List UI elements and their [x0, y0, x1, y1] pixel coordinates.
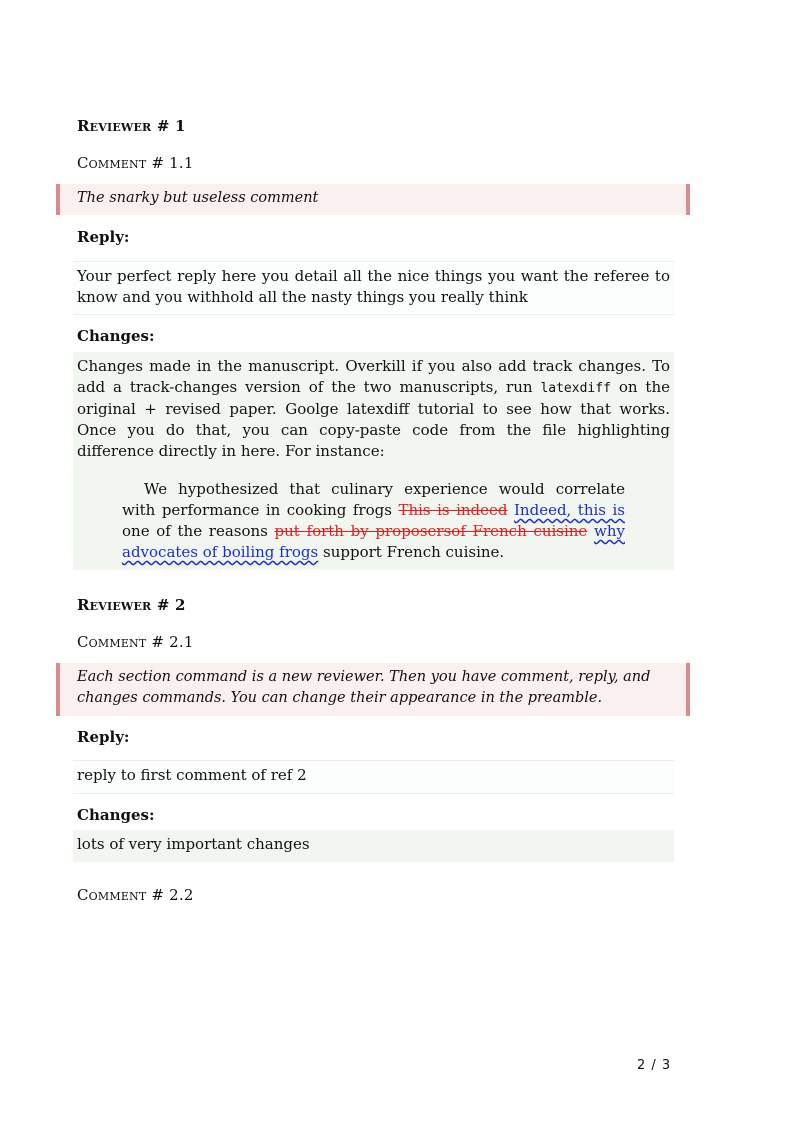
reply-1-1-text: Your perfect reply here you detail all the nice things you want the referee to know and you withhold all the nasty things you really think [77, 267, 670, 306]
reply-2-1-label: Reply: [77, 728, 130, 746]
reply-1-1-box [73, 261, 674, 315]
quote-inserted-1: Indeed, this is [514, 501, 625, 519]
quote-text-1: We hypothesized that culinary experience would correlate with performance in cooking frogs [122, 480, 625, 519]
comment-bar-right [686, 184, 690, 215]
quote-text-3: support French cuisine. [323, 543, 505, 561]
comment-bar-left [56, 184, 60, 215]
tracked-changes-quote [122, 479, 625, 563]
changes-2-1-text: lots of very important changes [77, 835, 310, 853]
reviewer-1-heading: Reviewer # 1 [77, 117, 186, 135]
comment-2-1-text: Each section command is a new reviewer. Then you have comment, reply, and changes commands. You can change their appearance in the preamble. [77, 669, 651, 706]
page-number: 2 / 3 [637, 1058, 672, 1073]
changes-1-1-code: latexdiff [540, 381, 611, 396]
quote-deleted-1: This is indeed [398, 501, 508, 519]
comment-bar-right [686, 663, 690, 716]
comment-1-1-text: The snarky but useless comment [77, 190, 319, 206]
comment-bar-left [56, 663, 60, 716]
reviewer-2-heading: Reviewer # 2 [77, 596, 186, 614]
quote-text-2: one of the reasons [122, 522, 268, 540]
changes-1-1-text-b: on the original + revised paper. Goolge latexdiff tutorial to see how that works. Once you do that, you can copy-paste code from the file highlighting difference directly in here. For instance: [77, 378, 670, 460]
comment-2-1-box [56, 663, 690, 716]
comment-2-1-heading: Comment # 2.1 [77, 633, 194, 651]
comment-1-1-heading: Comment # 1.1 [77, 154, 194, 172]
changes-1-1-label: Changes: [77, 327, 155, 345]
reply-1-1-label: Reply: [77, 228, 130, 246]
quote-inserted-2: why advocates of boiling frogs [122, 522, 625, 561]
reply-2-1-text: reply to first comment of ref 2 [77, 766, 307, 784]
comment-1-1-box [56, 184, 690, 215]
changes-2-1-box [73, 830, 674, 862]
quote-deleted-2: put forth by proposersof French cuisine [274, 522, 588, 540]
reply-2-1-box [73, 760, 674, 794]
changes-1-1-text-a: Changes made in the manuscript. Overkill if you also add track changes. To add a track-changes version of the two manuscripts, run [77, 357, 670, 396]
changes-2-1-label: Changes: [77, 806, 155, 824]
comment-2-2-heading: Comment # 2.2 [77, 886, 194, 904]
changes-1-1-box [73, 352, 674, 570]
